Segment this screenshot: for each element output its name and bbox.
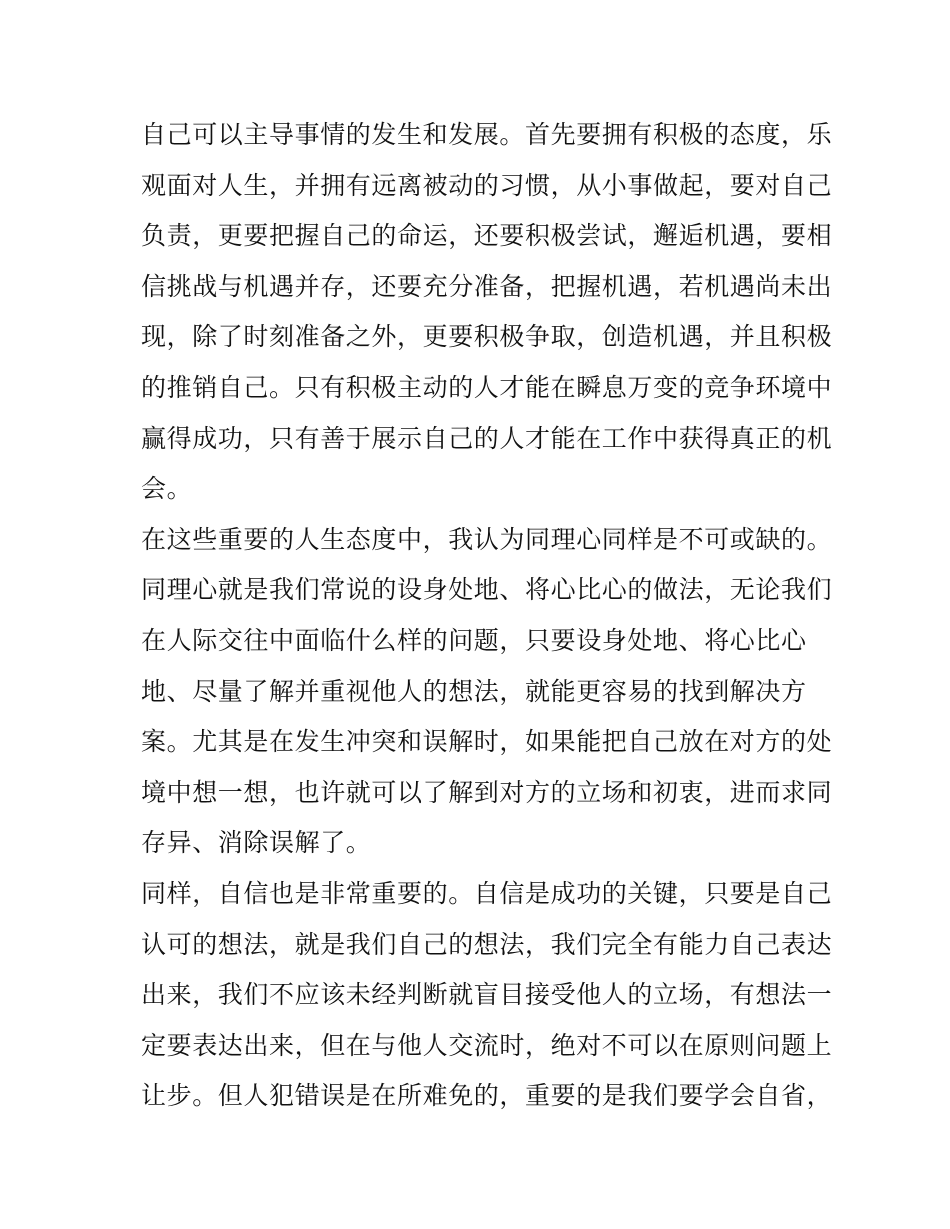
text-line: 的推销自己。只有积极主动的人才能在瞬息万变的竞争环境中 <box>141 372 833 402</box>
paragraph-empathy <box>141 515 833 869</box>
text-line: 赢得成功，只有善于展示自己的人才能在工作中获得真正的机 <box>141 423 833 453</box>
text-line: 出来，我们不应该未经判断就盲目接受他人的立场，有想法一 <box>141 980 833 1010</box>
text-line: 存异、消除误解了。 <box>141 828 372 858</box>
paragraph-confidence <box>141 869 833 1122</box>
text-line: 定要表达出来，但在与他人交流时，绝对不可以在原则问题上 <box>141 1030 833 1060</box>
text-line: 在这些重要的人生态度中，我认为同理心同样是不可或缺的。 <box>141 524 833 554</box>
body-text <box>141 110 833 1122</box>
text-line: 同样，自信也是非常重要的。自信是成功的关键，只要是自己 <box>141 878 833 908</box>
text-line: 案。尤其是在发生冲突和误解时，如果能把自己放在对方的处 <box>141 727 833 757</box>
text-line: 同理心就是我们常说的设身处地、将心比心的做法，无论我们 <box>141 575 833 605</box>
text-line: 负责，更要把握自己的命运，还要积极尝试，邂逅机遇，要相 <box>141 221 833 251</box>
text-line: 会。 <box>141 474 193 504</box>
text-line: 认可的想法，就是我们自己的想法，我们完全有能力自己表达 <box>141 929 833 959</box>
text-line: 在人际交往中面临什么样的问题，只要设身处地、将心比心 <box>141 625 807 655</box>
paragraph-positive-attitude <box>141 110 833 515</box>
text-line: 信挑战与机遇并存，还要充分准备，把握机遇，若机遇尚未出 <box>141 271 833 301</box>
text-line: 让步。但人犯错误是在所难免的，重要的是我们要学会自省， <box>141 1081 833 1111</box>
text-line: 观面对人生，并拥有远离被动的习惯，从小事做起，要对自己 <box>141 170 833 200</box>
text-line: 地、尽量了解并重视他人的想法，就能更容易的找到解决方 <box>141 676 807 706</box>
text-line: 境中想一想，也许就可以了解到对方的立场和初衷，进而求同 <box>141 777 833 807</box>
text-line: 现，除了时刻准备之外，更要积极争取，创造机遇，并且积极 <box>141 322 833 352</box>
text-line: 自己可以主导事情的发生和发展。首先要拥有积极的态度，乐 <box>141 120 833 149</box>
